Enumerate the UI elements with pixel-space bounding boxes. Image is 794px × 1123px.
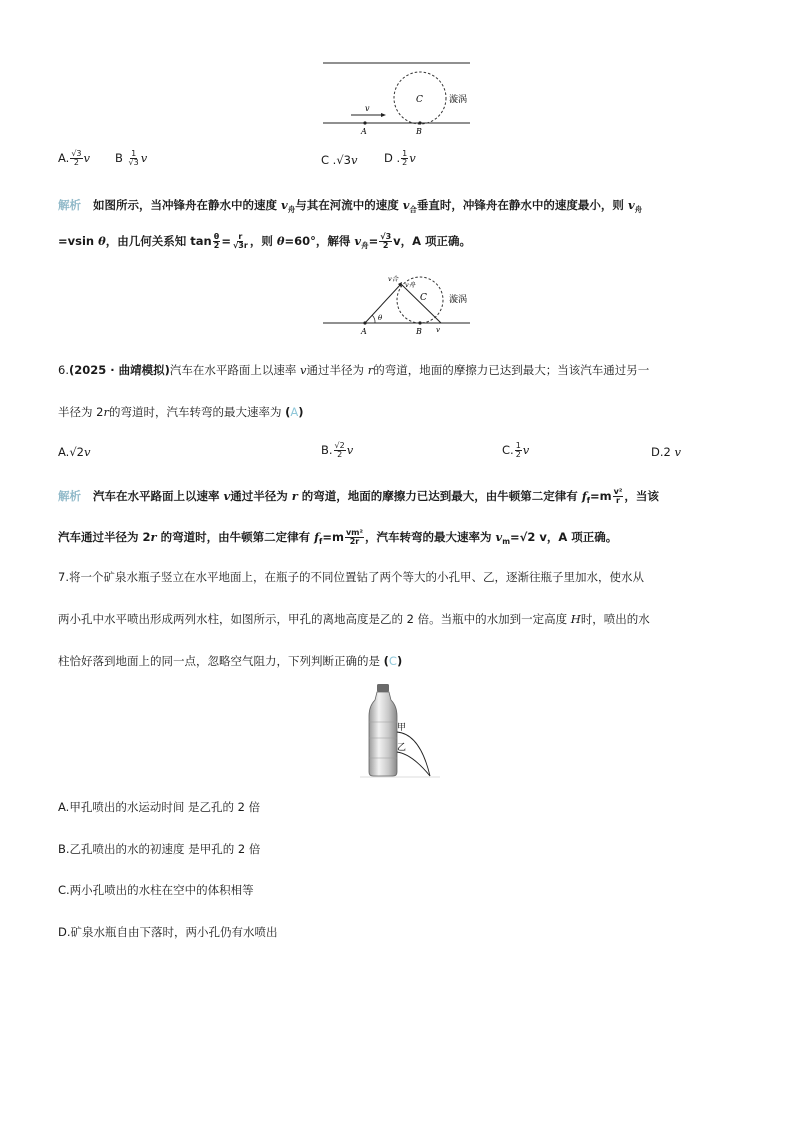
fig1-label-vortex: 漩涡 <box>449 95 468 105</box>
fig2-label-vhe: v合 <box>388 275 399 283</box>
q7-stem-line1: 7.将一个矿泉水瓶子竖立在水平地面上，在瓶子的不同位置钻了两个等大的小孔甲、乙，逐渐往瓶子里加水，使水从 <box>58 570 644 584</box>
q5-option-d[interactable]: D . $\frac{1}{2}$ v <box>384 149 416 167</box>
fig1-label-B: B <box>416 127 422 136</box>
q5-option-a[interactable]: A. $\frac{√3}{2}$ v <box>58 149 91 167</box>
fig1-label-A: A <box>361 127 367 136</box>
q6-option-a[interactable]: A.√2v <box>58 445 91 459</box>
q7-option-a[interactable]: A.甲孔喷出的水运动时间 是乙孔的 2 倍 <box>58 800 261 814</box>
q5-option-b[interactable]: B $\frac{1}{√3}$ v <box>115 149 148 167</box>
q6-stem-line2: 半径为 2r的弯道时，汽车转弯的最大速率为 (A) <box>58 405 304 419</box>
q6-answer: A <box>290 405 299 419</box>
q5-analysis-line2: =vsin θ，由几何关系知 tan $\frac{\theta}{2}$ = $\frac{r}{√3r}$ ，则 θ=60°，解得 $v_舟=$ $\frac{√3}{2}$ v，A 项正确。 <box>58 232 472 250</box>
q7-stem-line2: 两小孔中水平喷出形成两列水柱，如图所示，甲孔的离地高度是乙的 2 倍。当瓶中的水加到一定高度 H时，喷出的水 <box>58 612 650 626</box>
fig2-label-vzhou: v舟 <box>405 281 416 289</box>
figure-river-vortex <box>318 58 478 138</box>
fig2-label-A: A <box>361 327 367 336</box>
fig2-label-v: v <box>436 326 440 334</box>
q6-option-c[interactable]: C. $\frac{1}{2}$ v <box>502 441 530 459</box>
fig1-label-v: v <box>365 104 370 113</box>
fig2-label-B: B <box>416 327 422 336</box>
q6-option-b[interactable]: B. $\frac{√2}{2}$ v <box>321 441 354 459</box>
q6-stem-line1: 6.(2025 · 曲靖模拟)汽车在水平路面上以速率 v通过半径为 r的弯道，地面的摩擦力已达到最大；当该汽车通过另一 <box>58 363 650 377</box>
fig3-label-yi: 乙 <box>397 743 407 753</box>
fig3-label-jia: 甲 <box>397 723 407 733</box>
q6-analysis-line2: 汽车通过半径为 2r 的弯道时，由牛顿第二定律有 $f_f=m$ $\frac{\text{vm²}}{2r}$ ，汽车转弯的最大速率为 $v_m=√2$ v，A 项正确。 <box>58 528 618 546</box>
q7-stem-line3: 柱恰好落到地面上的同一点，忽略空气阻力，下列判断正确的是 (C) <box>58 654 403 668</box>
q6-option-d[interactable]: D.2 v <box>651 445 681 459</box>
q7-option-d[interactable]: D.矿泉水瓶自由下落时，两小孔仍有水喷出 <box>58 925 278 939</box>
fig1-label-C: C <box>416 95 423 105</box>
analysis-tag: 解析 <box>58 489 81 503</box>
figure-velocity-triangle <box>318 270 478 342</box>
q5-option-c[interactable]: C .√3v <box>321 153 358 167</box>
q7-option-b[interactable]: B.乙孔喷出的水的初速度 是甲孔的 2 倍 <box>58 842 261 856</box>
q7-answer: C <box>388 654 397 668</box>
q5-analysis-line1: 解析 如图所示，当冲锋舟在静水中的速度 $v_舟$与其在河流中的速度 $v_合$垂直时，冲锋舟在静水中的速度最小，则 $v_舟$ <box>58 198 643 214</box>
analysis-tag: 解析 <box>58 198 81 212</box>
fig2-label-theta: θ <box>378 314 383 322</box>
q6-analysis-line1: 解析 汽车在水平路面上以速率 v通过半径为 r 的弯道，地面的摩擦力已达到最大，由牛顿第二定律有 $f_f=m$ $\frac{\text{v²}}{r}$ ，当该 <box>58 487 659 505</box>
figure-water-bottle <box>360 680 440 780</box>
fig2-label-C: C <box>420 293 427 303</box>
q7-option-c[interactable]: C.两小孔喷出的水柱在空中的体积相等 <box>58 883 254 897</box>
fig2-label-vortex: 漩涡 <box>449 295 468 305</box>
